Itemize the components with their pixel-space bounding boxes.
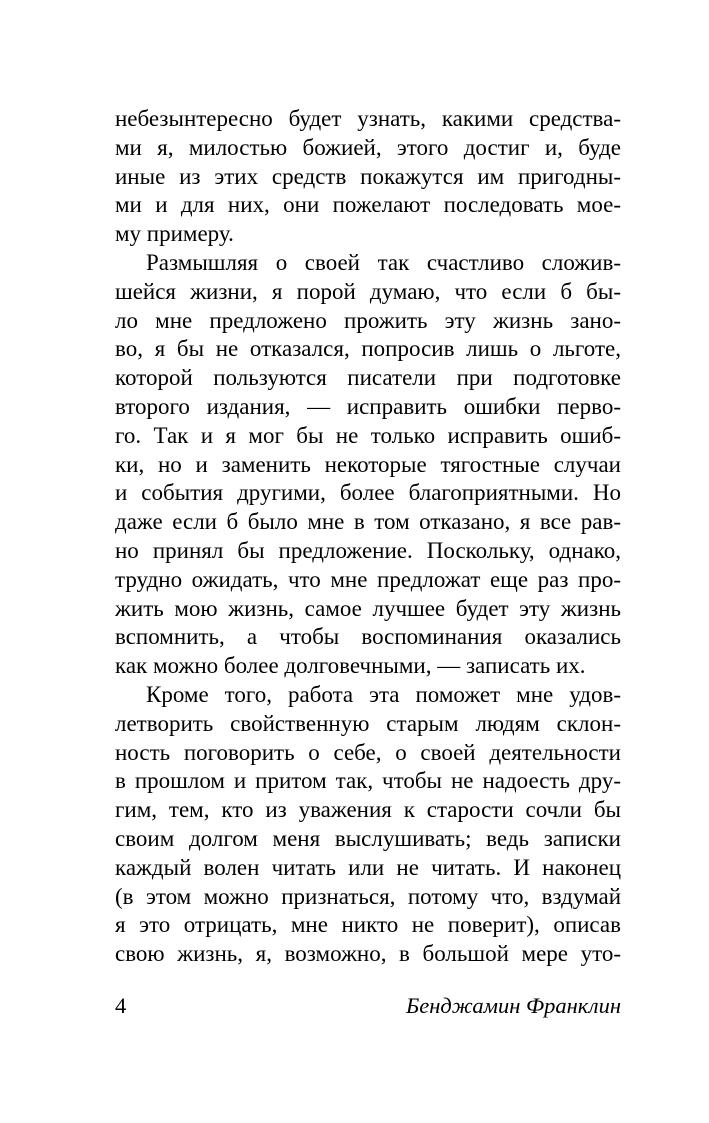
text-line: вспомнить, а чтобы воспоминания оказались <box>115 624 621 650</box>
page-number: 4 <box>115 993 127 1018</box>
text-line: я это отрицать, мне никто не поверит), описав <box>115 912 621 938</box>
text-line: и события другими, более благоприятными. Но <box>115 480 621 506</box>
text-line: гим, тем, кто из уважения к старости сочли бы <box>115 797 621 823</box>
page-text-block <box>115 105 621 969</box>
text-line: ки, но и заменить некоторые тягостные случаи <box>115 451 621 477</box>
paragraph <box>115 249 621 681</box>
text-line: как можно более долговечными, — записать их. <box>115 653 586 679</box>
text-line: каждый волен читать или не читать. И наконец <box>115 854 621 880</box>
text-line: даже если б было мне в том отказано, я все рав- <box>115 509 621 535</box>
text-line: Кроме того, работа эта поможет мне удов- <box>146 681 621 707</box>
text-line: трудно ожидать, что мне предложат еще раз про- <box>115 566 621 592</box>
page-footer <box>115 992 621 1020</box>
text-line: во, я бы не отказался, попросив лишь о льготе, <box>115 336 621 362</box>
text-line: Размышляя о своей так счастливо сложив- <box>146 249 621 275</box>
text-line: го. Так и я мог бы не только исправить ошиб- <box>115 422 621 448</box>
text-line: ми я, милостью божией, этого достиг и, буде <box>115 134 621 160</box>
text-line: му примеру. <box>115 221 234 247</box>
text-line: жить мою жизнь, самое лучшее будет эту жизнь <box>115 595 621 621</box>
running-title: Бенджамин Франклин <box>405 993 621 1018</box>
text-line: шейся жизни, я порой думаю, что если б бы- <box>115 278 621 304</box>
text-line: небезынтересно будет узнать, какими средства- <box>115 106 621 131</box>
text-line: но принял бы предложение. Поскольку, однако, <box>115 537 621 563</box>
text-line: второго издания, — исправить ошибки перво- <box>115 393 621 419</box>
text-line: ло мне предложено прожить эту жизнь зано- <box>115 307 621 333</box>
paragraph <box>115 681 621 969</box>
text-line: которой пользуются писатели при подготовке <box>115 365 621 391</box>
paragraph <box>115 105 621 249</box>
text-line: ность поговорить о себе, о своей деятельности <box>115 739 621 765</box>
text-line: в прошлом и притом так, чтобы не надоесть дру- <box>115 768 621 794</box>
text-line: иные из этих средств покажутся им пригодны- <box>115 163 621 189</box>
text-line: летворить свойственную старым людям склон- <box>115 710 621 736</box>
text-line: ми и для них, они пожелают последовать мое- <box>115 192 621 218</box>
text-line: (в этом можно признаться, потому что, вздумай <box>115 883 621 909</box>
text-line: своим долгом меня выслушивать; ведь записки <box>115 825 621 851</box>
text-line: свою жизнь, я, возможно, в большой мере уто- <box>115 941 621 967</box>
